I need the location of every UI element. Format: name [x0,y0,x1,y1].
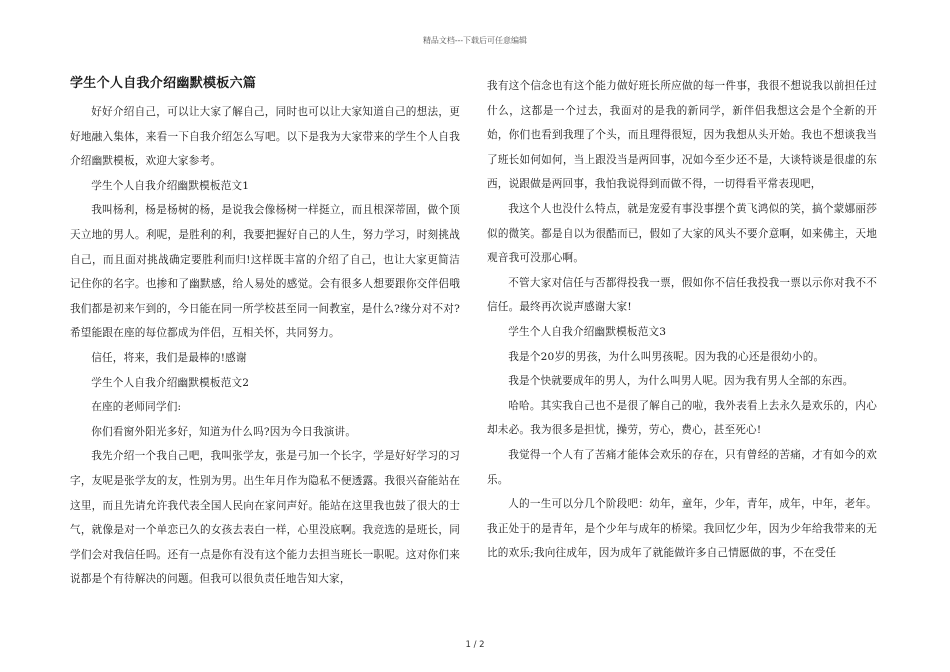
paragraph: 人的一生可以分几个阶段吧：幼年，童年，少年，青年，成年，中年，老年。我正处于的是青年，是个少年与成年的桥梁。我回忆少年，因为少年给我带来的无比的欢乐;我向往成年，因为成年了就能做许多自己情愿做的事，不在受任 [487,498,877,560]
paragraph: 哈哈。其实我自己也不是很了解自己的啦，我外表看上去永久是欢乐的，内心却未必。我为很多是担忧，操劳，劳心，费心，甚至死心! [487,399,877,437]
paragraph: 不管大家对信任与否都得投我一票，假如你不信任我投我一票以示你对我不不信任。最终再次说声感谢大家! [487,276,877,314]
section-heading: 学生个人自我介绍幽默模板范文2 [91,376,250,389]
document-title: 学生个人自我介绍幽默模板六篇 [70,76,257,91]
paragraph: 好好介绍自己，可以让大家了解自己，同时也可以让大家知道自己的想法，更好地融入集体，来看一下自我介绍怎么写吧。以下是我为大家带来的学生个人自我介绍幽默模板，欢迎大家参考。 [70,106,460,168]
section-heading: 学生个人自我介绍幽默模板范文1 [91,179,250,192]
right-column [487,74,877,566]
paragraph: 我是个快就要成年的男人，为什么叫男人呢。因为我有男人全部的东西。 [508,375,854,388]
paragraph: 我叫杨利，杨是杨树的杨，是说我会像杨树一样挺立，而且根深蒂固，做个顶天立地的男人。利呢，是胜利的利，我要把握好自己的人生，努力学习，时刻挑战自己，而且面对挑战确定要胜利而归!这样既丰富的介绍了自己，也让大家更简洁记住你的名字。也掺和了幽默感，给人易处的感觉。会有很多人想要跟你交伴侣哦我们都是初来乍到的，今日能在同一所学校甚至同一间教室，是什么?缘分对不对?希望能跟在座的每位都成为伴侣，互相关怀，共同努力。 [70,204,460,340]
paragraph: 我觉得一个人有了苦痛才能体会欢乐的存在，只有曾经的苦痛，才有如今的欢乐。 [487,448,877,486]
paragraph: 你们看窗外阳光多好，知道为什么吗?因为今日我演讲。 [91,425,357,438]
page-header: 精品文档---下载后可任意编辑 [422,36,528,45]
page-number: 1 / 2 [465,640,485,650]
paragraph: 我有这个信念也有这个能力做好班长所应做的每一件事，我很不想说我以前担任过什么，这都是一个过去，我面对的是我的新同学，新伴侣我想这会是个全新的开始，你们也看到我理了个头，而且理得很短，因为我想从头开始。我也不想谈我当了班长如何如何，当上跟没当是两回事，况如今至少还不是，大谈特谈是很虚的东西，说跟做是两回事，我怕我说得到而做不得，一切得看平常表现吧， [487,80,877,191]
paragraph: 信任，将来，我们是最棒的!感谢 [91,351,247,364]
paragraph: 我是个20岁的男孩，为什么叫男孩呢。因为我的心还是很幼小的。 [508,350,825,363]
paragraph: 我这个人也没什么特点，就是宠爱有事没事摆个黄飞鸿似的笑，搞个蒙娜丽莎似的微笑。都是自以为很酷而已，假如了大家的风头不要介意啊，如来佛主，天地观音我可没那心啊。 [487,202,877,265]
paragraph: 在座的老师同学们: [91,401,182,414]
paragraph: 我先介绍一个我自己吧，我叫张学友，张是弓加一个长字，学是好好学习的习字，友呢是张学友的友，性别为男。出生年月作为隐私不便透露。我很兴奋能站在这里，而且先请允许我代表全国人民向在家问声好。能站在这里我也鼓了很大的士气，就像是对一个单恋已久的女孩去表白一样，心里没底啊。我竞选的是班长，同学们会对我信任吗。还有一点是你有没有这个能力去担当班长一职呢。这对你们来说都是个有待解决的问题。但我可以很负责任地告知大家， [70,450,460,586]
left-column [70,74,460,592]
section-heading: 学生个人自我介绍幽默模板范文3 [508,325,667,338]
